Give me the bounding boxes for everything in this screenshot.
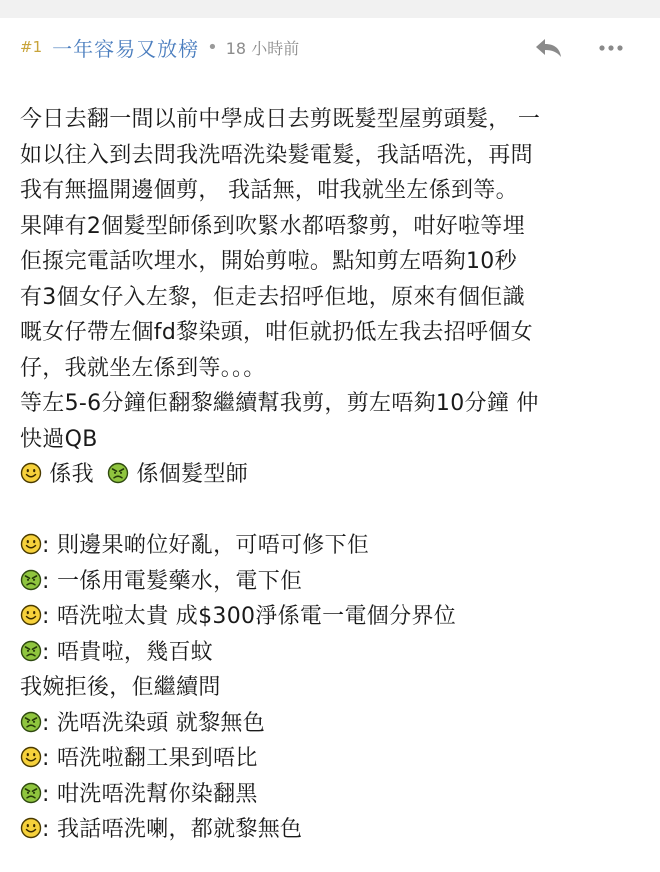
angry-emoji — [107, 462, 129, 484]
blank-line — [20, 493, 640, 529]
paragraph-1-line: 佢揼完電話吹埋水，開始剪啦。點知剪左唔夠10秒 — [20, 249, 517, 274]
dialogue-text: : 我話唔洗喇，都就黎無色 — [42, 817, 303, 842]
dialogue-text: : 一係用電髮藥水，電下佢 — [42, 568, 303, 594]
dialogue-line — [20, 599, 640, 635]
paragraph-2-line: 快過QB — [20, 426, 98, 452]
narration-line: 我婉拒後，佢繼續問 — [20, 675, 221, 700]
paragraph-1-line: 嘅女仔帶左個fd黎染頭，咁佢就扔低左我去招呼個女 — [20, 320, 533, 345]
dialogue-block-2 — [20, 706, 640, 848]
paragraph-1-line: 有3個女仔入左黎，佢走去招呼佢地，原來有個佢識 — [20, 284, 525, 310]
top-bar — [0, 0, 660, 18]
dialogue-text: : 咁洗唔洗幫你染翻黑 — [42, 781, 258, 807]
dialogue-line — [20, 777, 640, 813]
post-actions — [534, 36, 630, 60]
post-time: 18 小時前 — [225, 38, 300, 58]
dialogue-line — [20, 564, 640, 600]
legend-stylist-text: 係個髮型師 — [136, 462, 249, 487]
dialogue-text: : 唔洗啦太貴 成$300淨係電一電個分界位 — [42, 604, 456, 629]
dialogue-line — [20, 706, 640, 742]
angry-emoji — [20, 569, 42, 591]
paragraph-1-line: 如以往入到去問我洗唔洗染髮電髮，我話唔洗，再問 — [20, 142, 533, 168]
dialogue-line — [20, 741, 640, 777]
emoji-legend — [20, 457, 640, 493]
dialogue-line — [20, 528, 640, 564]
paragraph-2 — [20, 386, 640, 457]
dialogue-text: : 唔貴啦，幾百蚊 — [42, 639, 214, 665]
smile-emoji — [20, 746, 42, 768]
angry-emoji — [20, 782, 42, 804]
smile-emoji — [20, 533, 42, 555]
paragraph-1-line: 今日去翻一間以前中學成日去剪既髮型屋剪頭髮， 一 — [20, 107, 541, 132]
reply-icon[interactable] — [534, 36, 568, 60]
post-header — [0, 18, 660, 76]
post-content — [0, 76, 660, 848]
angry-emoji — [20, 711, 42, 733]
author-name[interactable]: 一年容易又放榜 — [52, 36, 200, 61]
dialogue-block-1 — [20, 528, 640, 670]
dialogue-text: : 洗唔洗染頭 就黎無色 — [42, 710, 265, 736]
legend-me-text: 係我 — [49, 462, 94, 487]
smile-emoji — [20, 817, 42, 839]
more-icon[interactable] — [596, 36, 630, 60]
paragraph-1-line: 果陣有2個髮型師係到吹緊水都唔黎剪，咁好啦等埋 — [20, 213, 525, 239]
paragraph-2-line: 等左5-6分鐘佢翻黎繼續幫我剪，剪左唔夠10分鐘 仲 — [20, 391, 539, 416]
dialogue-text: : 唔洗啦翻工果到唔比 — [42, 746, 258, 771]
dialogue-line — [20, 812, 640, 848]
smile-emoji — [20, 604, 42, 626]
paragraph-1-line: 我有無搵開邊個剪， 我話無，咁我就坐左係到等。 — [20, 178, 518, 203]
paragraph-1-line: 仔，我就坐左係到等。。。 — [20, 355, 266, 381]
separator-dot: • — [207, 36, 218, 58]
smile-emoji — [20, 462, 42, 484]
dialogue-line — [20, 635, 640, 671]
post-number: #1 — [20, 38, 43, 56]
angry-emoji — [20, 640, 42, 662]
paragraph-1 — [20, 102, 640, 386]
dialogue-text: : 則邊果啲位好亂，可唔可修下佢 — [42, 533, 370, 558]
